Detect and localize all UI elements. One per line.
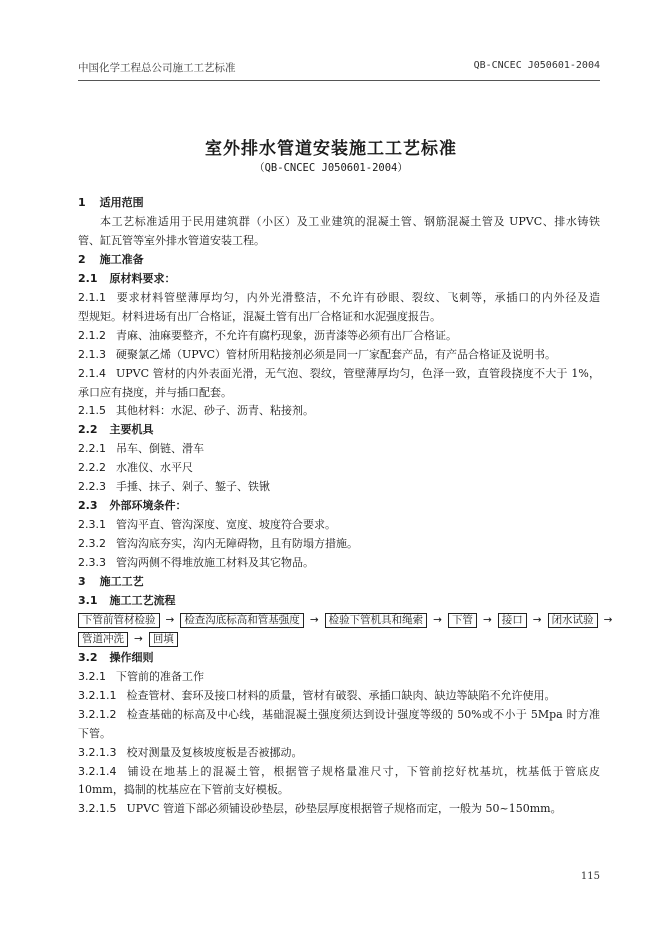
line-text: 外部环境条件： [109,499,187,513]
line-text: 手捶、抹子、剁子、錾子、铁锹 [116,480,270,494]
line-text: 检查基础的标高及中心线，基础混凝土强度须达到设计强度等级的 50%或不小于 5Mpa 时方准 [126,707,600,721]
section-number: 2.3.2 [78,537,106,551]
process-flow-row1 [78,613,618,628]
line-text: 下管前的准备工作 [116,669,204,683]
line-text: 水准仪、水平尺 [116,461,193,475]
section-heading [78,651,600,665]
section-number: 2.2 [78,423,98,437]
body-line [78,518,600,532]
line-text: 操作细则 [109,650,154,664]
line-text: 施工准备 [99,252,144,266]
line-text: 承口应有挠度，并与插口配套。 [78,385,232,399]
body-line [78,310,600,324]
body-line [78,708,600,722]
body-line [78,746,600,760]
flow-step-box: 接口 [498,613,527,628]
section-number: 1 [78,196,86,209]
body-line [78,783,600,797]
section-number: 2.3 [78,499,98,513]
flow-step-box: 下管前管材检验 [78,613,160,628]
line-text: 管沟两侧不得堆放施工材料及其它物品。 [116,556,314,570]
line-text: 本工艺标准适用于民用建筑群（小区）及工业建筑的混凝土管、钢筋混凝土管及 UPVC、排水铸铁 [100,214,600,228]
section-number: 2.3.1 [78,518,106,532]
body-line [78,404,600,418]
body-line [78,461,600,475]
section-number: 3.1 [78,593,98,607]
section-heading [78,272,600,286]
line-text: 型规矩。材料进场有出厂合格证，混凝土管有出厂合格证和水泥强度报告。 [78,309,441,323]
section-heading [78,196,600,210]
body-line [78,689,600,703]
flow-step-box: 闭水试验 [548,613,598,628]
section-number: 2.3.3 [78,556,106,570]
flow-arrow-icon: → [433,613,442,626]
flow-arrow-icon: → [482,613,492,626]
section-number: 3.2 [78,650,98,664]
flow-arrow-icon: → [165,613,175,626]
section-number: 3.2.1 [78,669,106,683]
section-number: 3.2.1.3 [78,745,117,759]
section-number: 3.2.1.5 [78,802,117,816]
body-line [78,386,600,400]
body-line [78,329,600,343]
section-number: 3 [78,575,86,588]
page-header-left: 中国化学工程总公司施工工艺标准 [78,62,236,74]
flow-step-box: 回填 [149,632,178,647]
document-title: 室外排水管道安装施工工艺标准 [205,139,457,159]
body-line [78,480,600,494]
line-text: 硬聚氯乙烯（UPVC）管材所用粘接剂必须是同一厂家配套产品，有产品合格证及说明书。 [116,347,557,361]
page-number: 115 [580,871,600,882]
line-text: 管、缸瓦管等室外排水管道安装工程。 [78,233,265,247]
body-line [78,442,600,456]
body-line [78,215,600,229]
section-heading [78,253,600,267]
process-flow-row2 [78,632,178,647]
body-line [78,537,600,551]
line-text: 管沟沟底夯实，沟内无障碍物，且有防塌方措施。 [116,537,358,551]
section-number: 3.2.1.1 [78,688,117,702]
section-number: 2.1.3 [78,347,106,361]
section-number: 2.1.1 [78,290,106,304]
section-number: 3.2.1.2 [78,707,117,721]
flow-step-box: 管道冲洗 [78,632,128,647]
flow-arrow-icon: → [532,613,542,626]
line-text: UPVC 管道下部必须铺设砂垫层，砂垫层厚度根据管子规格而定，一般为 50~150mm。 [126,802,562,816]
line-text: 管沟平直、管沟深度、宽度、坡度符合要求。 [116,518,336,532]
body-line [78,234,600,248]
flow-step-box: 下管 [448,613,477,628]
line-text: 主要机具 [109,423,154,437]
body-line [78,367,600,381]
line-text: 10mm，捣制的枕基应在下管前支好模板。 [78,783,289,797]
line-text: 要求材料管壁薄厚均匀，内外光滑整洁，不允许有砂眼、裂纹、飞刺等，承插口的内外径及造 [116,290,600,304]
section-heading [78,575,600,589]
flow-arrow-icon: → [134,632,143,645]
section-number: 2.1.5 [78,404,106,418]
document-code: （QB-CNCEC J050601-2004） [254,162,408,174]
line-text: 其他材料：水泥、砂子、沥青、粘接剂。 [116,404,314,418]
line-text: 下管。 [78,726,111,740]
section-heading [78,423,600,437]
body-line [78,348,600,362]
line-text: 校对测量及复核坡度板是否被挪动。 [126,745,303,759]
body-line [78,670,600,684]
body-line [78,765,600,779]
section-number: 3.2.1.4 [78,764,117,778]
line-text: 吊车、倒链、滑车 [116,442,204,456]
section-number: 2.2.2 [78,461,106,475]
section-number: 2.1.4 [78,366,106,380]
flow-step-box: 检验下管机具和绳索 [325,613,428,628]
section-number: 2.1.2 [78,328,106,342]
line-text: 施工工艺流程 [109,593,176,607]
line-text: 铺设在地基上的混凝土管，根据管子规格量准尺寸，下管前挖好枕基坑，枕基低于管底皮 [126,764,600,778]
body-line [78,727,600,741]
section-heading [78,594,600,608]
section-number: 2 [78,252,86,266]
flow-arrow-icon: → [309,613,319,626]
line-text: 适用范围 [99,196,144,209]
flow-step-box: 检查沟底标高和管基强度 [180,613,304,628]
section-number: 2.2.1 [78,442,106,456]
section-heading [78,499,600,513]
header-rule [78,80,600,81]
line-text: 青麻、油麻要整齐，不允许有腐朽现象，沥青漆等必须有出厂合格证。 [116,328,457,342]
line-text: 原材料要求： [109,271,176,285]
body-line [78,291,600,305]
body-line [78,556,600,570]
section-number: 2.1 [78,271,98,285]
page-header-right: QB-CNCEC J050601-2004 [473,60,600,71]
line-text: 检查管材、套环及接口材料的质量，管材有破裂、承插口缺肉、缺边等缺陷不允许使用。 [126,688,556,702]
line-text: UPVC 管材的内外表面光滑，无气泡、裂纹，管壁薄厚均匀，色泽一致，直管段挠度不大于 1%， [116,366,600,380]
body-line [78,802,600,816]
flow-arrow-icon: → [603,613,613,626]
section-number: 2.2.3 [78,480,106,494]
line-text: 施工工艺 [99,575,144,588]
